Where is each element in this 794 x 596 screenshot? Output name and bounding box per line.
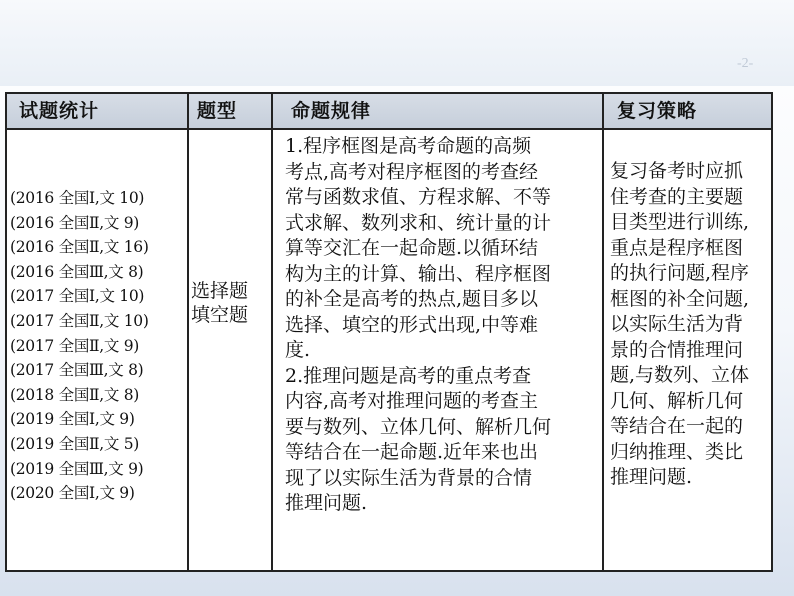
- strategy-line: 几何、解析几何: [610, 389, 744, 412]
- rule-line: 构为主的计算、输出、程序框图: [285, 262, 552, 285]
- rule-cell: [285, 134, 597, 517]
- strategy-line: 等结合在一起的: [610, 415, 744, 437]
- source-item: (2017 全国Ⅰ,文 10): [10, 287, 145, 306]
- source-item: (2016 全国Ⅱ,文 9): [10, 213, 140, 232]
- strategy-cell: [610, 159, 770, 491]
- source-item: (2017 全国Ⅱ,文 10): [10, 311, 149, 330]
- rule-line: 推理问题.: [285, 492, 368, 514]
- rule-line: 考点,高考对程序框图的考查经: [285, 160, 539, 183]
- header-type: 题型: [197, 100, 238, 122]
- rule-line: 常与函数求值、方程求解、不等: [285, 186, 552, 208]
- question-type: 选择题: [191, 280, 249, 302]
- header-rule: 命题规律: [291, 100, 372, 122]
- page-number: -2-: [737, 56, 754, 71]
- rule-line: 算等交汇在一起命题.以循环结: [285, 237, 539, 259]
- header-divider: [7, 128, 771, 130]
- source-item: (2019 全国Ⅱ,文 5): [10, 434, 140, 453]
- strategy-line: 框图的补全问题,: [610, 287, 750, 310]
- source-item: (2019 全国Ⅰ,文 9): [10, 410, 135, 429]
- rule-line: 等结合在一起命题.近年来也出: [285, 441, 539, 463]
- rule-line: 度.: [285, 339, 311, 361]
- strategy-line: 目类型进行训练,: [610, 211, 750, 233]
- rule-line: 要与数列、立体几何、解析几何: [285, 415, 552, 438]
- source-item: (2018 全国Ⅱ,文 8): [10, 385, 140, 404]
- column-divider-3: [602, 94, 604, 570]
- source-item: (2020 全国Ⅰ,文 9): [10, 484, 135, 503]
- rule-line: 2.推理问题是高考的重点考查: [285, 364, 532, 387]
- strategy-line: 复习备考时应抓: [610, 160, 744, 182]
- strategy-line: 以实际生活为背: [610, 313, 744, 335]
- strategy-line: 重点是程序框图: [610, 236, 744, 259]
- source-item: (2016 全国Ⅱ,文 16): [10, 238, 149, 257]
- source-item: (2016 全国Ⅰ,文 10): [10, 189, 145, 207]
- rule-line: 的补全是高考的热点,题目多以: [285, 288, 539, 310]
- source-item: (2017 全国Ⅱ,文 9): [10, 336, 140, 355]
- strategy-line: 住考查的主要题: [610, 185, 744, 208]
- source-list: [10, 186, 192, 506]
- question-type: 填空题: [191, 304, 249, 326]
- source-item: (2016 全国Ⅲ,文 8): [10, 262, 144, 281]
- rule-line: 现了以实际生活为背景的合情: [285, 466, 533, 489]
- source-item: (2019 全国Ⅲ,文 9): [10, 459, 144, 478]
- strategy-line: 的执行问题,程序: [610, 262, 750, 284]
- strategy-line: 题,与数列、立体: [610, 364, 750, 386]
- header-strategy: 复习策略: [617, 100, 698, 122]
- header-stats: 试题统计: [19, 100, 100, 122]
- rule-line: 1.程序框图是高考命题的高频: [285, 135, 532, 157]
- rule-line: 内容,高考对推理问题的考查主: [285, 390, 539, 412]
- strategy-line: 景的合情推理问: [610, 338, 744, 361]
- rule-line: 选择、填空的形式出现,中等难: [285, 313, 539, 336]
- column-divider-2: [271, 94, 273, 570]
- question-type-cell: [191, 279, 277, 327]
- strategy-line: 归纳推理、类比: [610, 440, 744, 463]
- strategy-line: 推理问题.: [610, 466, 693, 488]
- exam-analysis-table: [5, 92, 773, 572]
- title-band: [0, 0, 794, 86]
- table-header-row: [7, 94, 771, 128]
- rule-line: 式求解、数列求和、统计量的计: [285, 211, 552, 234]
- source-item: (2017 全国Ⅲ,文 8): [10, 361, 144, 380]
